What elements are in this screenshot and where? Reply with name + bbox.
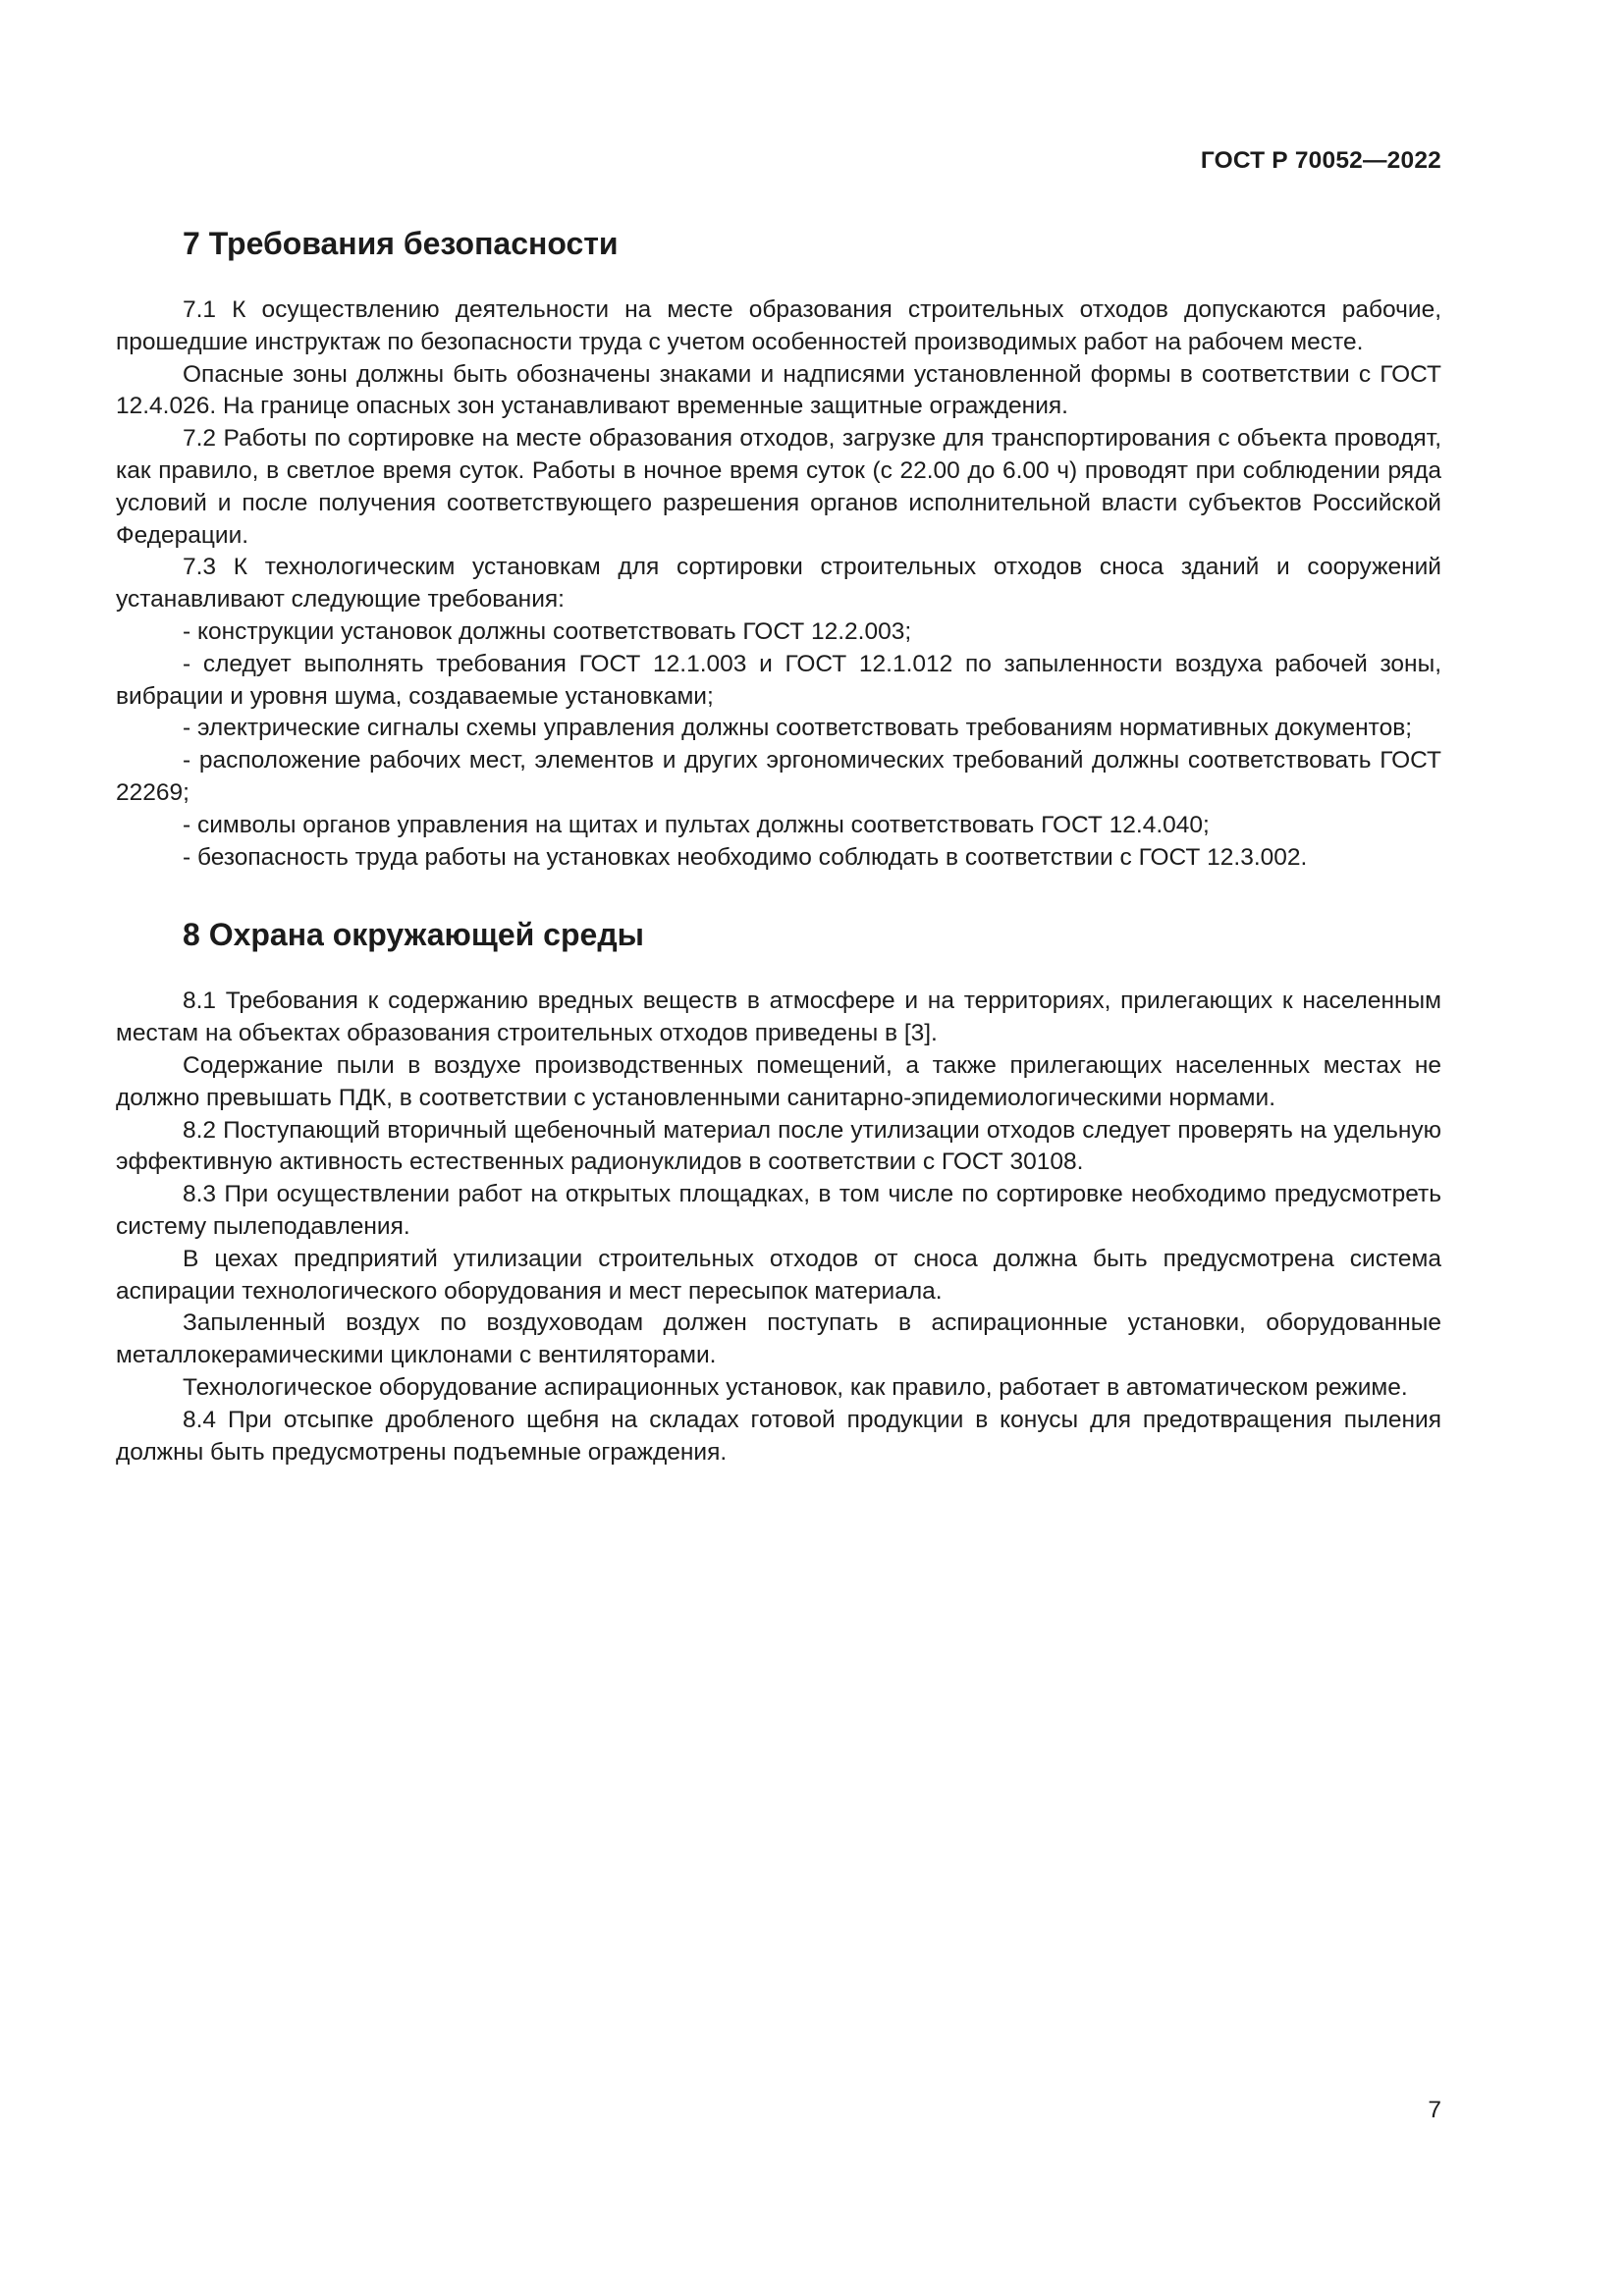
document-body	[116, 222, 1441, 1468]
section-safety-requirements	[116, 222, 1441, 874]
standard-code-header: ГОСТ Р 70052—2022	[1200, 147, 1441, 174]
paragraph: 8.1 Требования к содержанию вредных веществ в атмосфере и на территориях, прилегающих к населенным местам на объектах образования строительных отходов приведены в [3].	[116, 988, 1441, 1047]
paragraph: 8.3 При осуществлении работ на открытых площадках, в том числе по сортировке необходимо предусмотреть систему пылеподавления.	[116, 1181, 1441, 1240]
paragraph: 8.2 Поступающий вторичный щебеночный материал после утилизации отходов следует проверять на удельную эффективную активность естественных радионуклидов в соответствии с ГОСТ 30108.	[116, 1116, 1441, 1176]
paragraph: Содержание пыли в воздухе производственных помещений, а также прилегающих населенных местах не должно превышать ПДК, в соответствии с установленными санитарно-эпидемиологическими нормами.	[116, 1051, 1441, 1111]
paragraph: 7.1 К осуществлению деятельности на месте образования строительных отходов допускаются рабочие, прошедшие инструктаж по безопасности труда с учетом особенностей производимых работ на рабочем месте.	[116, 296, 1441, 355]
paragraph: 8.4 При отсыпке дробленого щебня на складах готовой продукции в конусы для предотвращения пыления должны быть предусмотрены подъемные ограждения.	[116, 1406, 1441, 1466]
list-item: - следует выполнять требования ГОСТ 12.1.003 и ГОСТ 12.1.012 по запыленности воздуха рабочей зоны, вибрации и уровня шума, создаваемые установками;	[116, 650, 1441, 710]
paragraph: Запыленный воздух по воздуховодам должен поступать в аспирационные установки, оборудованные металлокерамическими циклонами с вентиляторами.	[116, 1309, 1441, 1369]
paragraph: 7.2 Работы по сортировке на месте образования отходов, загрузке для транспортирования с объекта проводят, как правило, в светлое время суток. Работы в ночное время суток (с 22.00 до 6.00 ч) проводят при соблюдении ряда условий и после получения соответствующего разрешения органов исполнительной власти субъектов Российской Федерации.	[116, 425, 1441, 549]
section-title: 7 Требования безопасности	[183, 226, 619, 261]
list-item: - безопасность труда работы на установках необходимо соблюдать в соответствии с ГОСТ 12.3.002.	[183, 843, 1308, 871]
paragraph: Технологическое оборудование аспирационных установок, как правило, работает в автоматическом режиме.	[183, 1373, 1408, 1401]
paragraph: Опасные зоны должны быть обозначены знаками и надписями установленной формы в соответствии с ГОСТ 12.4.026. На границе опасных зон устанавливают временные защитные ограждения.	[116, 360, 1441, 420]
section-title: 8 Охрана окружающей среды	[183, 917, 644, 953]
list-item: - расположение рабочих мест, элементов и других эргономических требований должны соответствовать ГОСТ 22269;	[116, 747, 1441, 806]
page-number: 7	[1428, 2097, 1441, 2123]
list-item: - конструкции установок должны соответствовать ГОСТ 12.2.003;	[183, 617, 912, 645]
paragraph: 7.3 К технологическим установкам для сортировки строительных отходов сноса зданий и сооружений устанавливают следующие требования:	[116, 554, 1441, 614]
list-item: - символы органов управления на щитах и пультах должны соответствовать ГОСТ 12.4.040;	[183, 811, 1210, 838]
list-item: - электрические сигналы схемы управления должны соответствовать требованиям нормативных документов;	[183, 715, 1413, 742]
section-environmental-protection	[116, 913, 1441, 1468]
paragraph: В цехах предприятий утилизации строительных отходов от сноса должна быть предусмотрена система аспирации технологического оборудования и мест пересыпок материала.	[116, 1245, 1441, 1305]
